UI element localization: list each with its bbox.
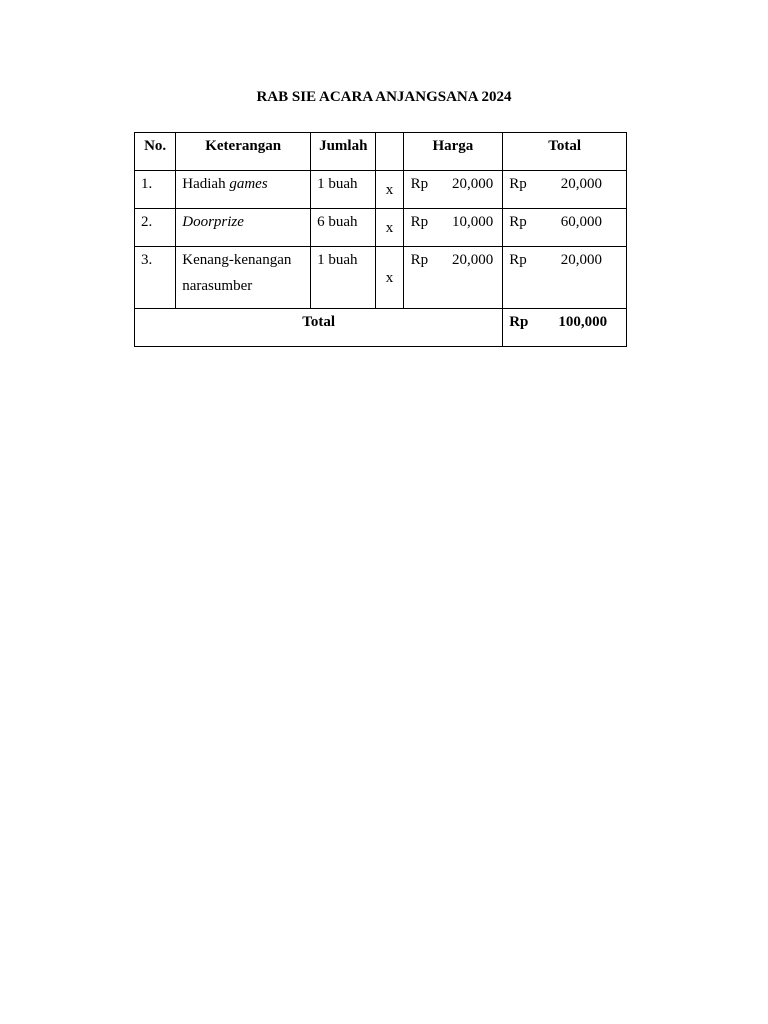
header-total: Total [503,133,627,171]
table-row [135,171,627,209]
cell-total [503,209,627,247]
multiply-sign: x [385,269,394,286]
table-row [135,209,627,247]
multiply-sign: x [385,181,394,198]
cell-keterangan [176,247,311,309]
keterangan-italic: Doorprize [182,214,244,230]
harga-currency: Rp [410,176,429,192]
grand-total-currency: Rp [509,314,529,330]
table-row [135,247,627,309]
harga-currency: Rp [410,252,429,268]
cell-no: 3. [135,247,176,309]
keterangan-text: Kenang-kenangan narasumber [182,252,292,294]
header-keterangan: Keterangan [176,133,311,171]
cell-jumlah: 1 buah [311,171,376,209]
harga-value: 20,000 [451,252,494,268]
cell-harga [403,209,503,247]
cell-keterangan [176,171,311,209]
harga-value: 20,000 [451,176,494,192]
total-value: 20,000 [560,176,602,192]
header-multiply [376,133,403,171]
grand-total-cell [503,309,627,347]
cell-harga [403,171,503,209]
keterangan-text: Hadiah [182,176,230,192]
total-currency: Rp [509,176,527,192]
total-label: Total [135,309,503,347]
cell-multiply [376,209,403,247]
total-value: 60,000 [560,214,602,230]
total-currency: Rp [509,214,527,230]
total-currency: Rp [509,252,527,268]
grand-total-value: 100,000 [558,314,608,330]
harga-value: 10,000 [451,214,494,230]
budget-table [134,132,627,347]
cell-keterangan [176,209,311,247]
keterangan-italic: games [229,176,268,192]
cell-total [503,171,627,209]
header-jumlah: Jumlah [311,133,376,171]
total-value: 20,000 [560,252,602,268]
harga-currency: Rp [410,214,429,230]
table-header-row [135,133,627,171]
multiply-sign: x [385,219,394,236]
cell-jumlah: 1 buah [311,247,376,309]
cell-multiply [376,247,403,309]
cell-total [503,247,627,309]
cell-no: 1. [135,171,176,209]
page-title: RAB SIE ACARA ANJANGSANA 2024 [256,89,512,105]
header-no: No. [135,133,176,171]
table-total-row [135,309,627,347]
cell-jumlah: 6 buah [311,209,376,247]
cell-harga [403,247,503,309]
cell-multiply [376,171,403,209]
cell-no: 2. [135,209,176,247]
header-harga: Harga [403,133,503,171]
